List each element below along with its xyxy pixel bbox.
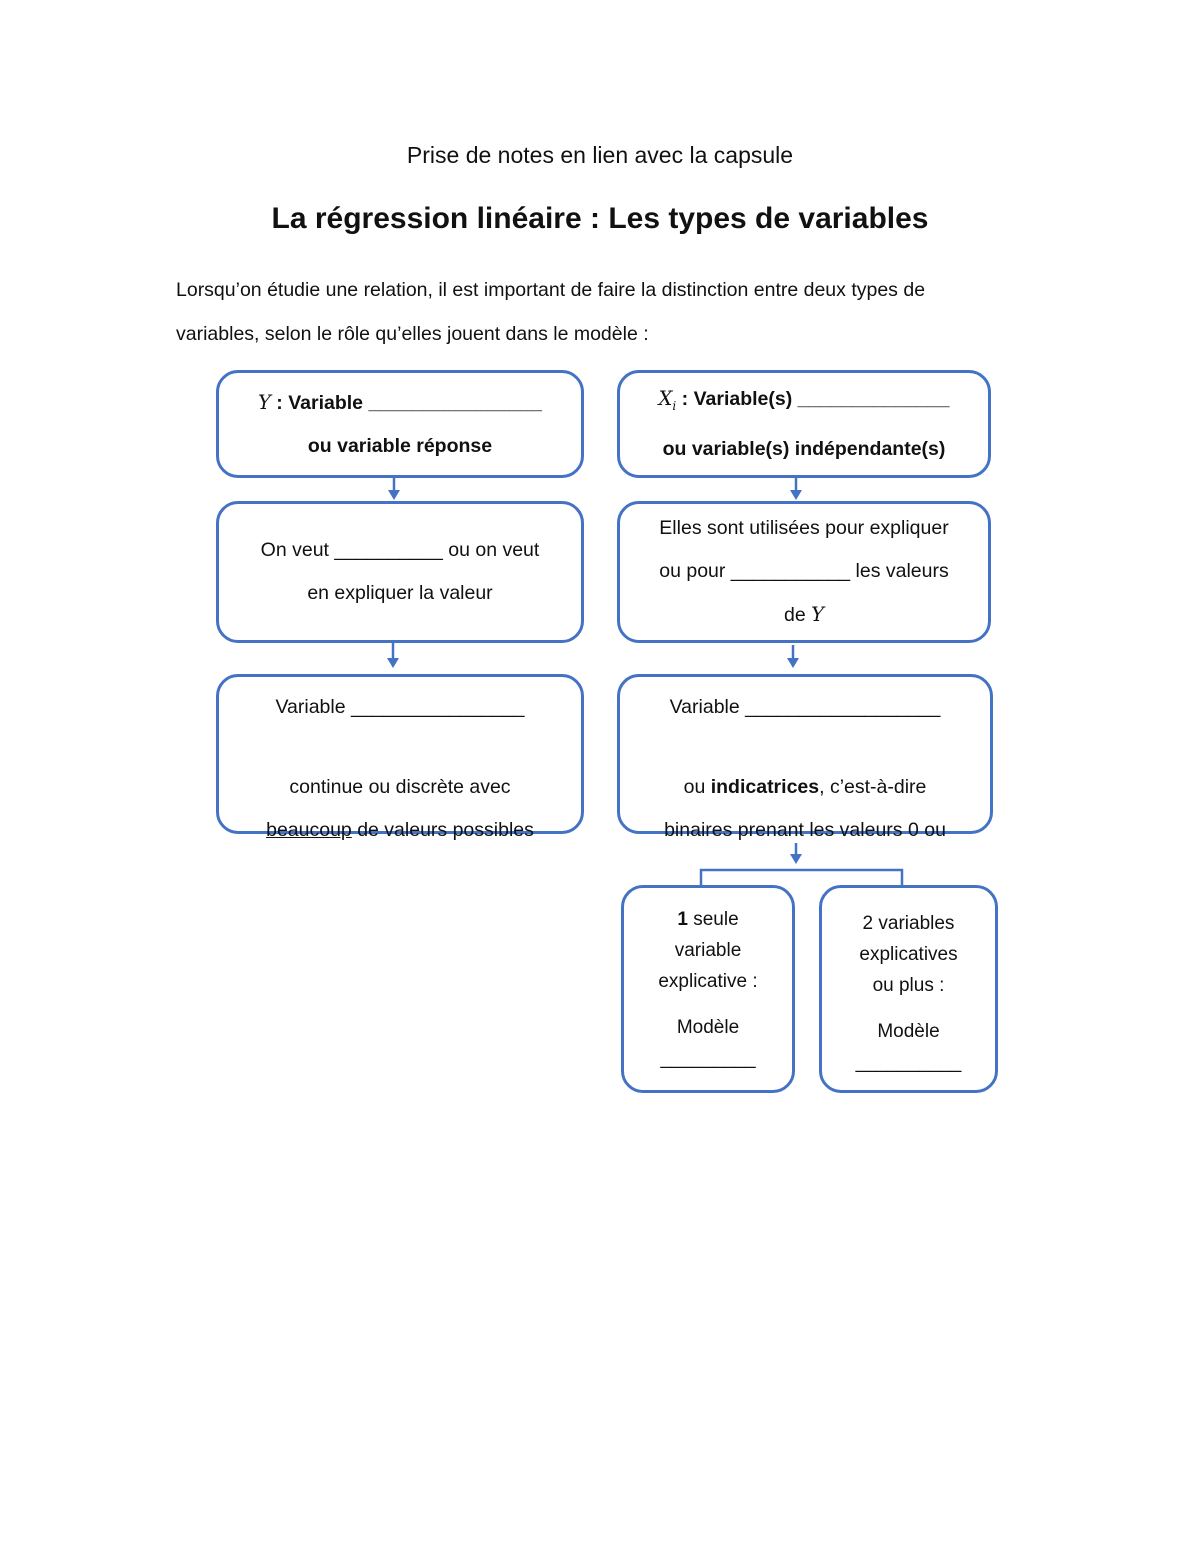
- right-box5-line4: Modèle: [877, 1021, 940, 1042]
- left-box1-line1-text: : Variable ________________: [270, 391, 542, 414]
- arrow-head-right-3: [790, 854, 802, 864]
- intro-line-2: variables, selon le rôle qu’elles jouent dans le modèle :: [176, 323, 649, 345]
- right-box-variable-type: [617, 674, 993, 841]
- right-box-simple-model: [621, 885, 795, 1093]
- left-box-dependent-variable: [216, 370, 584, 478]
- right-box-purpose: [617, 501, 991, 643]
- left-box1-line2: ou variable réponse: [307, 434, 493, 457]
- x-subscript: i: [672, 398, 677, 413]
- right-box3-line2: [684, 766, 927, 809]
- right-box1-line2: ou variable(s) indépendante(s): [662, 437, 946, 460]
- right-box5-line2: explicatives: [859, 944, 958, 965]
- right-box4-line5: _________: [660, 1048, 756, 1069]
- right-box4-line4: Modèle: [676, 1017, 740, 1038]
- left-box3-underlined-word: beaucoup: [266, 819, 352, 841]
- right-box5-line3: ou plus :: [872, 975, 945, 996]
- right-box1-line1: [659, 377, 950, 428]
- right-box4-line1-rest: seule: [687, 909, 739, 930]
- left-box1-line1: [258, 381, 542, 425]
- right-box5-line5: __________: [855, 1052, 962, 1073]
- left-box-goal: [216, 501, 584, 643]
- left-box2-line1: On veut __________ ou on veut: [260, 539, 540, 561]
- right-box2-line3: [784, 593, 824, 637]
- right-box1-line1-text: : Variable(s) ______________: [676, 388, 950, 411]
- left-box3-line2: continue ou discrète avec: [289, 776, 511, 798]
- right-box5-line1: 2 variables: [862, 913, 955, 934]
- left-box2-line2: en expliquer la valeur: [307, 582, 493, 604]
- right-box4-line1: [677, 904, 738, 935]
- y-symbol-small: Y: [811, 603, 824, 626]
- right-box2-line2: ou pour ___________ les valeurs: [659, 560, 949, 582]
- arrow-head-left-2: [387, 658, 399, 668]
- arrow-head-right-1: [790, 490, 802, 500]
- y-symbol: Y: [258, 390, 271, 414]
- right-box2-line1: Elles sont utilisées pour expliquer: [659, 517, 949, 539]
- subtitle: Prise de notes en lien avec la capsule: [406, 142, 794, 168]
- left-box3-line3: [266, 809, 534, 852]
- right-box4-line3: explicative :: [658, 971, 758, 992]
- left-box3-line1: Variable ________________: [275, 696, 525, 718]
- page-title: La régression linéaire : Les types de variables: [271, 202, 929, 235]
- arrow-head-right-2: [787, 658, 799, 668]
- left-box-variable-type: [216, 674, 584, 841]
- right-box2-line3-prefix: de: [784, 604, 812, 626]
- right-box-multiple-model: [819, 885, 998, 1093]
- intro-line-1: Lorsqu’on étudie une relation, il est important de faire la distinction entre deux types de: [176, 279, 926, 301]
- right-box-independent-variable: [617, 370, 991, 478]
- right-box3-line3: binaires prenant les valeurs 0 ou: [664, 819, 946, 841]
- right-box4-bold-number: 1: [677, 909, 688, 930]
- right-box3-line1: Variable __________________: [669, 696, 941, 718]
- left-box3-line3-rest: de valeurs possibles: [351, 819, 534, 841]
- right-box4-line2: variable: [674, 940, 742, 961]
- right-box3-line2-rest: , c’est-à-dire: [819, 776, 927, 798]
- branch-bracket: [701, 870, 902, 885]
- right-box3-bold-word: indicatrices: [710, 776, 820, 798]
- x-symbol: X: [658, 387, 673, 411]
- right-box3-line2-prefix: ou: [683, 776, 711, 798]
- arrow-head-left-1: [388, 490, 400, 500]
